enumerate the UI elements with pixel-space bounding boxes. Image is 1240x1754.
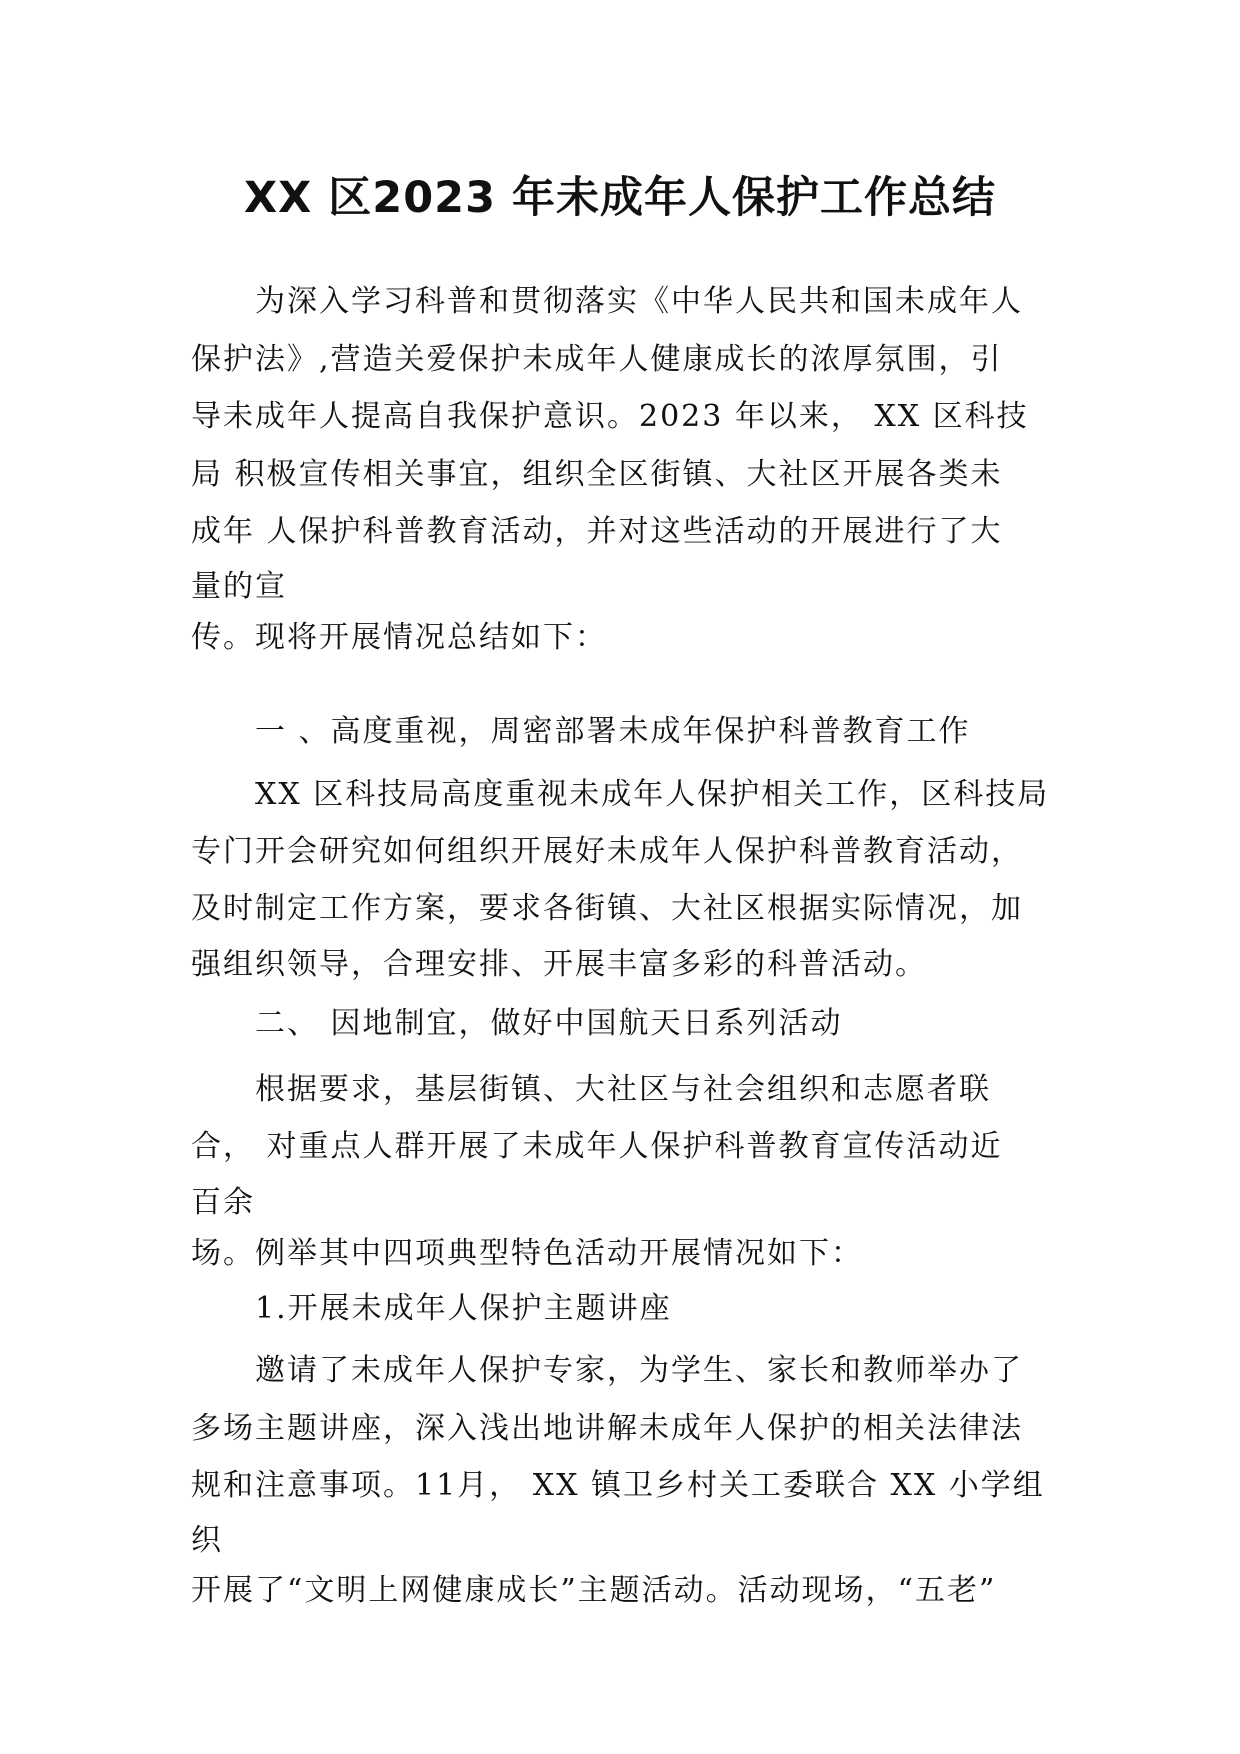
body-line: 根据要求，基层街镇、大社区与社会组织和志愿者联 (255, 1072, 991, 1107)
body-line: 导未成年人提高自我保护意识。2023 年以来， XX 区科技 (191, 399, 1029, 434)
body-line: 局 积极宣传相关事宜，组织全区街镇、大社区开展各类未 (191, 457, 1003, 492)
section-heading: 一 、高度重视，周密部署未成年保护科普教育工作 (255, 714, 971, 749)
body-line: 专门开会研究如何组织开展好未成年人保护科普教育活动， (191, 834, 1023, 869)
sub-heading: 1.开展未成年人保护主题讲座 (255, 1291, 672, 1326)
body-line: 开展了“文明上网健康成长”主题活动。活动现场，“五老” (191, 1573, 997, 1608)
body-line: 强组织领导，合理安排、开展丰富多彩的科普活动。 (191, 947, 927, 982)
body-line: 合， 对重点人群开展了未成年人保护科普教育宣传活动近 (191, 1129, 1003, 1164)
body-line: 为深入学习科普和贯彻落实《中华人民共和国未成年人 (255, 284, 1023, 319)
body-line: 织 (191, 1523, 223, 1558)
document-title: XX 区2023 年未成年人保护工作总结 (244, 173, 996, 223)
body-line: 成年 人保护科普教育活动，并对这些活动的开展进行了大 (191, 514, 1003, 549)
body-line: 规和注意事项。11月， XX 镇卫乡村关工委联合 XX 小学组 (191, 1468, 1045, 1503)
body-line: 及时制定工作方案，要求各街镇、大社区根据实际情况，加 (191, 891, 1023, 926)
body-line: 量的宣 (191, 569, 287, 604)
body-line: 场。例举其中四项典型特色活动开展情况如下： (191, 1236, 863, 1271)
body-line: 多场主题讲座，深入浅出地讲解未成年人保护的相关法律法 (191, 1411, 1023, 1446)
body-line: 百余 (191, 1185, 255, 1220)
body-line: 邀请了未成年人保护专家，为学生、家长和教师举办了 (255, 1353, 1023, 1388)
body-line: 保护法》,营造关爱保护未成年人健康成长的浓厚氛围，引 (191, 342, 1003, 377)
body-line: 传。现将开展情况总结如下： (191, 620, 607, 655)
body-line: XX 区科技局高度重视未成年人保护相关工作，区科技局 (255, 777, 1050, 812)
section-heading: 二、 因地制宜，做好中国航天日系列活动 (255, 1006, 843, 1041)
